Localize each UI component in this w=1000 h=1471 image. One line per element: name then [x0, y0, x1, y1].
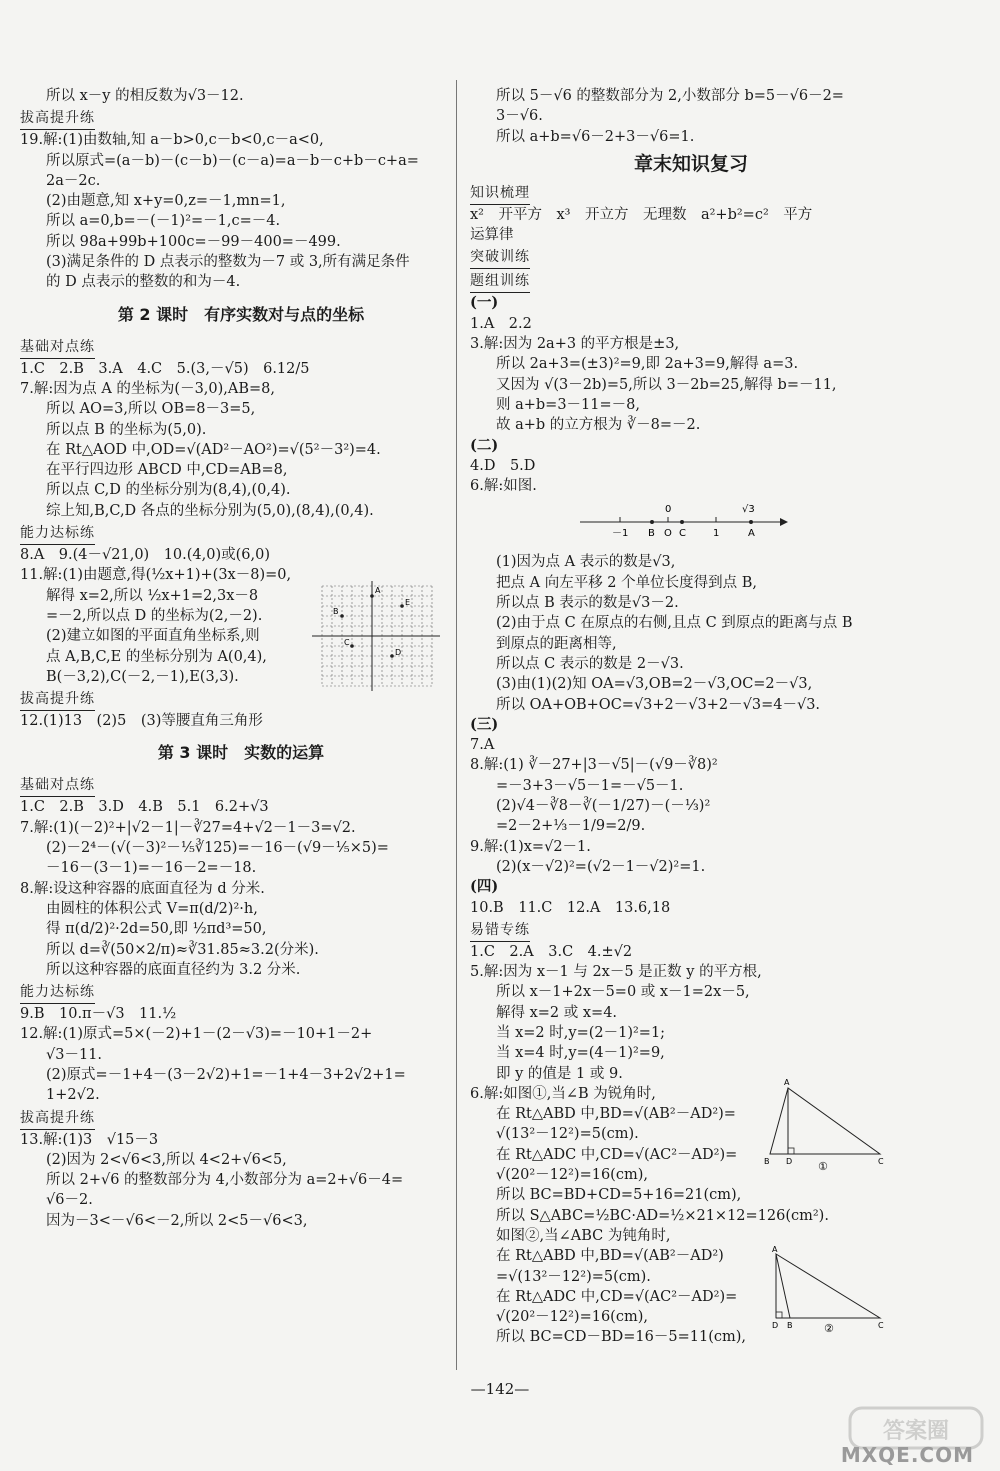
section-header-tigao-2: 拔高提升练	[20, 689, 95, 711]
text-line: 12.解:(1)原式=5×(－2)+1－(2－√3)=－10+1－2+	[20, 1026, 373, 1043]
text-line: =√(13²－12²)=5(cm).	[496, 1268, 651, 1285]
nl-label-zero: 0	[665, 504, 672, 516]
text-line: 1.A 2.2	[470, 315, 532, 332]
page-number: —142—	[470, 1380, 530, 1398]
text-line: 9.解:(1)x=√2－1.	[470, 838, 591, 855]
text-line: (2)由于点 C 在原点的右侧,且点 C 到原点的距离与点 B	[496, 615, 853, 632]
section-header-tupo: 突破训练	[470, 247, 530, 269]
text-line: (2)建立如图的平面直角坐标系,则	[46, 628, 260, 645]
text-line: 所以 BC=CD－BD=16－5=11(cm),	[496, 1329, 746, 1346]
text-line: 所以 x－1+2x－5=0 或 x－1=2x－5,	[496, 984, 750, 1001]
text-line: √(13²－12²)=5(cm).	[496, 1126, 639, 1143]
text-line: 所以点 B 表示的数是√3－2.	[496, 595, 679, 612]
text-line: √6－2.	[46, 1192, 93, 1209]
text-line: =－2,所以点 D 的坐标为(2,－2).	[46, 607, 263, 624]
text-line: 13.解:(1)3 √15－3	[20, 1131, 159, 1148]
text-line: 所以 OA+OB+OC=√3+2－√3+2－√3=4－√3.	[496, 696, 821, 713]
group-label-1: (一)	[470, 294, 499, 312]
section-header-tigao-3: 拔高提升练	[20, 1108, 95, 1130]
nl-label-one: 1	[713, 528, 720, 540]
text-line: √3－11.	[46, 1046, 103, 1063]
text-line: 1.C 2.A 3.C 4.±√2	[470, 943, 633, 960]
tri1-label-b: B	[764, 1156, 770, 1166]
section-nengli-2-body	[20, 1004, 462, 1105]
grid-label-a: A	[375, 586, 381, 596]
text-line: 当 x=4 时,y=(4－1)²=9,	[496, 1045, 665, 1062]
text-line: √(20²－12²)=16(cm),	[496, 1167, 648, 1184]
intro-line: 所以 x－y 的相反数为√3－12.	[46, 88, 244, 104]
text-line: 在平行四边形 ABCD 中,CD=AB=8,	[46, 462, 288, 479]
tri2-label-c: C	[878, 1320, 884, 1330]
section-header-zhishi: 知识梳理	[470, 183, 530, 205]
section-header-tigao-1: 拔高提升练	[20, 108, 95, 130]
text-line: √(20²－12²)=16(cm),	[496, 1309, 648, 1326]
section-tigao-1-body	[20, 130, 462, 292]
text-line: 所以 a+b=√6－2+3－√6=1.	[496, 128, 695, 145]
section-header-nengli-2: 能力达标练	[20, 982, 95, 1004]
text-line: 3.解:因为 2a+3 的平方根是±3,	[470, 336, 680, 353]
text-line: 所以 5－√6 的整数部分为 2,小数部分 b=5－√6－2=	[496, 88, 844, 104]
text-line: 5.解:因为 x－1 与 2x－5 是正数 y 的平方根,	[470, 964, 762, 981]
text-line: 所以点 C 表示的数是 2－√3.	[496, 655, 684, 672]
text-line: 11.解:(1)由题意,得(½x+1)+(3x－8)=0,	[20, 567, 292, 584]
number-line-figure	[470, 500, 912, 544]
text-line: 所以 2a+3=(±3)²=9,即 2a+3=9,解得 a=3.	[496, 356, 799, 373]
text-line: 当 x=2 时,y=(2－1)²=1;	[496, 1024, 666, 1041]
triangle-figure-2	[762, 1246, 892, 1336]
text-line: (2)－2⁴－(√(－3)²－⅕∛125)=－16－(√9－⅕×5)=	[46, 840, 389, 857]
text-line: 所以 a=0,b=－(－1)²=－1,c=－4.	[46, 213, 281, 230]
text-line: 7.A	[470, 737, 495, 754]
text-line: 在 Rt△ABD 中,BD=√(AB²－AD²)=	[496, 1106, 736, 1123]
text-line: 把点 A 向左平移 2 个单位长度得到点 B,	[496, 574, 758, 591]
tri1-caption: ①	[818, 1159, 828, 1171]
text-line: 在 Rt△ABD 中,BD=√(AB²－AD²)	[496, 1248, 724, 1265]
nl-label-a: A	[748, 528, 755, 540]
text-line: 12.(1)13 (2)5 (3)等腰直角三角形	[20, 713, 263, 730]
watermark-logo-text: 答案圈	[882, 1419, 950, 1444]
section-header-jichu-2: 基础对点练	[20, 775, 95, 797]
text-line: 故 a+b 的立方根为 ∛－8=－2.	[496, 417, 701, 434]
text-line: (3)由(1)(2)知 OA=√3,OB=2－√3,OC=2－√3,	[496, 676, 813, 693]
text-line: 3－√6.	[496, 108, 543, 125]
chapter-review-title: 章末知识复习	[633, 152, 748, 175]
text-line: (2)原式=－1+4－(3－2√2)+1=－1+4－3+2√2+1=	[46, 1066, 406, 1083]
text-line: 6.解:如图①,当∠B 为锐角时,	[470, 1085, 656, 1102]
text-line: 由圆柱的体积公式 V=π(d/2)²·h,	[46, 900, 258, 917]
grid-label-c: C	[344, 638, 350, 648]
text-line: 运算律	[470, 227, 514, 244]
text-line: =－3+3－√5－1=－√5－1.	[496, 777, 684, 794]
section-header-yicuo: 易错专练	[470, 920, 530, 942]
text-line: 在 Rt△ADC 中,CD=√(AC²－AD²)=	[496, 1146, 738, 1163]
section-jichu-2-body	[20, 797, 462, 980]
tri1-label-d: D	[786, 1156, 793, 1166]
text-line: －16－(3－1)=－16－2=－18.	[46, 860, 257, 877]
text-line: 解得 x=2 或 x=4.	[496, 1004, 618, 1021]
text-line: (2)(x－√2)²=(√2－1－√2)²=1.	[496, 858, 706, 875]
text-line: 8.解:(1) ∛－27+|3－√5|－(√9－∛8)²	[470, 757, 718, 774]
nl-label-b: B	[648, 528, 655, 540]
section-yicuo-body	[470, 942, 912, 1348]
text-line: 1.C 2.B 3.A 4.C 5.(3,－√5) 6.12/5	[20, 360, 310, 377]
group-label-4: (四)	[470, 878, 499, 896]
text-line: 如图②,当∠ABC 为钝角时,	[496, 1227, 671, 1244]
text-line: 4.D 5.D	[470, 457, 536, 474]
nl-label-sqrt3: √3	[742, 504, 755, 516]
text-line: 点 A,B,C,E 的坐标分别为 A(0,4),	[46, 648, 267, 665]
text-line: 10.B 11.C 12.A 13.6,18	[470, 899, 671, 916]
text-line: 因为－3<－√6<－2,所以 2<5－√6<3,	[46, 1212, 308, 1229]
text-line: (2)因为 2<√6<3,所以 4<2+√6<5,	[46, 1151, 287, 1168]
text-line: 7.解:因为点 A 的坐标为(－3,0),AB=8,	[20, 380, 276, 397]
coordinate-grid-figure	[312, 581, 442, 691]
section-jichu-1-body	[20, 359, 462, 521]
text-line: 所以这种容器的底面直径约为 3.2 分米.	[46, 961, 301, 978]
text-line: 即 y 的值是 1 或 9.	[496, 1065, 623, 1082]
text-line: 得 π(d/2)²·2d=50,即 ½πd³=50,	[46, 921, 267, 938]
section-tigao-3-body	[20, 1130, 462, 1231]
tri2-caption: ②	[824, 1321, 834, 1335]
nl-label-o: O	[664, 528, 672, 540]
section-header-nengli-1: 能力达标练	[20, 523, 95, 545]
text-line: 所以 d=∛(50×2/π)≈∛31.85≈3.2(分米).	[46, 941, 319, 958]
text-line: (3)满足条件的 D 点表示的整数为－7 或 3,所有满足条件	[46, 254, 410, 271]
text-line: 综上知,B,C,D 各点的坐标分别为(5,0),(8,4),(0,4).	[46, 502, 374, 519]
text-line: (2)由题意,知 x+y=0,z=－1,mn=1,	[46, 193, 286, 210]
text-line: 所以 98a+99b+100c=－99－400=－499.	[46, 233, 341, 250]
tri1-label-c: C	[878, 1156, 884, 1166]
text-line: 所以原式=(a－b)－(c－b)－(c－a)=a－b－c+b－c+a=	[46, 152, 419, 169]
text-line: 所以 S△ABC=½BC·AD=½×21×12=126(cm²).	[496, 1207, 829, 1224]
section-header-jichu-1: 基础对点练	[20, 337, 95, 359]
text-line: 19.解:(1)由数轴,知 a－b>0,c－b<0,c－a<0,	[20, 132, 324, 149]
group-label-2: (二)	[470, 436, 499, 454]
section-header-tizu: 题组训练	[470, 271, 530, 293]
text-line: 1+2√2.	[46, 1087, 100, 1104]
text-line: 所以点 B 的坐标为(5,0).	[46, 421, 207, 438]
grid-label-d: D	[395, 648, 402, 658]
text-line: 又因为 √(3－2b)=5,所以 3－2b=25,解得 b=－11,	[496, 376, 837, 393]
triangle-figure-1	[762, 1076, 892, 1171]
nl-label-minus1: －1	[612, 528, 629, 540]
text-line: x² 开平方 x³ 开立方 无理数 a²+b²=c² 平方	[470, 206, 813, 223]
tri1-label-a: A	[784, 1077, 790, 1087]
text-line: (2)√4－∛8－∛(－1/27)－(－⅓)²	[496, 798, 711, 815]
text-line: 8.A 9.(4－√21,0) 10.(4,0)或(6,0)	[20, 547, 271, 564]
lesson-2-title: 第 2 课时 有序实数对与点的坐标	[117, 304, 365, 324]
lesson-3-title: 第 3 课时 实数的运算	[157, 743, 325, 763]
text-line: 在 Rt△ADC 中,CD=√(AC²－AD²)=	[496, 1288, 738, 1305]
grid-label-e: E	[405, 598, 411, 608]
left-column	[20, 86, 462, 1231]
text-line: (1)因为点 A 表示的数是√3,	[496, 554, 676, 571]
text-line: 8.解:设这种容器的底面直径为 d 分米.	[20, 880, 265, 897]
text-line: 7.解:(1)(－2)²+|√2－1|－∛27=4+√2－1－3=√2.	[20, 819, 356, 836]
tri2-label-b: B	[787, 1320, 793, 1330]
text-line: 的 D 点表示的整数的和为－4.	[46, 274, 241, 291]
text-line: 解得 x=2,所以 ½x+1=2,3x－8	[46, 587, 259, 604]
text-line: B(－3,2),C(－2,－1),E(3,3).	[46, 668, 239, 685]
text-line: 则 a+b=3－11=－8,	[496, 396, 640, 413]
grid-label-b: B	[333, 607, 339, 617]
text-line: =2－2+⅓－1/9=2/9.	[496, 818, 646, 835]
nl-label-c: C	[679, 528, 686, 540]
section-nengli-1-body	[20, 545, 462, 687]
text-line: 所以 AO=3,所以 OB=8－3=5,	[46, 401, 256, 418]
text-line: 2a－2c.	[46, 172, 101, 189]
text-line: 1.C 2.B 3.D 4.B 5.1 6.2+√3	[20, 799, 269, 816]
text-line: 6.解:如图.	[470, 478, 537, 495]
text-line: 所以点 C,D 的坐标分别为(8,4),(0,4).	[46, 482, 291, 499]
tri2-label-d: D	[772, 1320, 779, 1330]
watermark-url: MXQE.COM	[840, 1443, 974, 1467]
tri2-label-a: A	[772, 1245, 778, 1254]
text-line: 到原点的距离相等,	[496, 635, 617, 652]
right-column	[470, 86, 912, 1348]
group-label-3: (三)	[470, 715, 499, 733]
text-line: 9.B 10.π－√3 11.½	[20, 1006, 177, 1023]
text-line: 所以 2+√6 的整数部分为 4,小数部分为 a=2+√6－4=	[46, 1172, 404, 1189]
text-line: 在 Rt△AOD 中,OD=√(AD²－AO²)=√(5²－3²)=4.	[46, 441, 381, 458]
text-line: 所以 BC=BD+CD=5+16=21(cm),	[496, 1187, 742, 1204]
